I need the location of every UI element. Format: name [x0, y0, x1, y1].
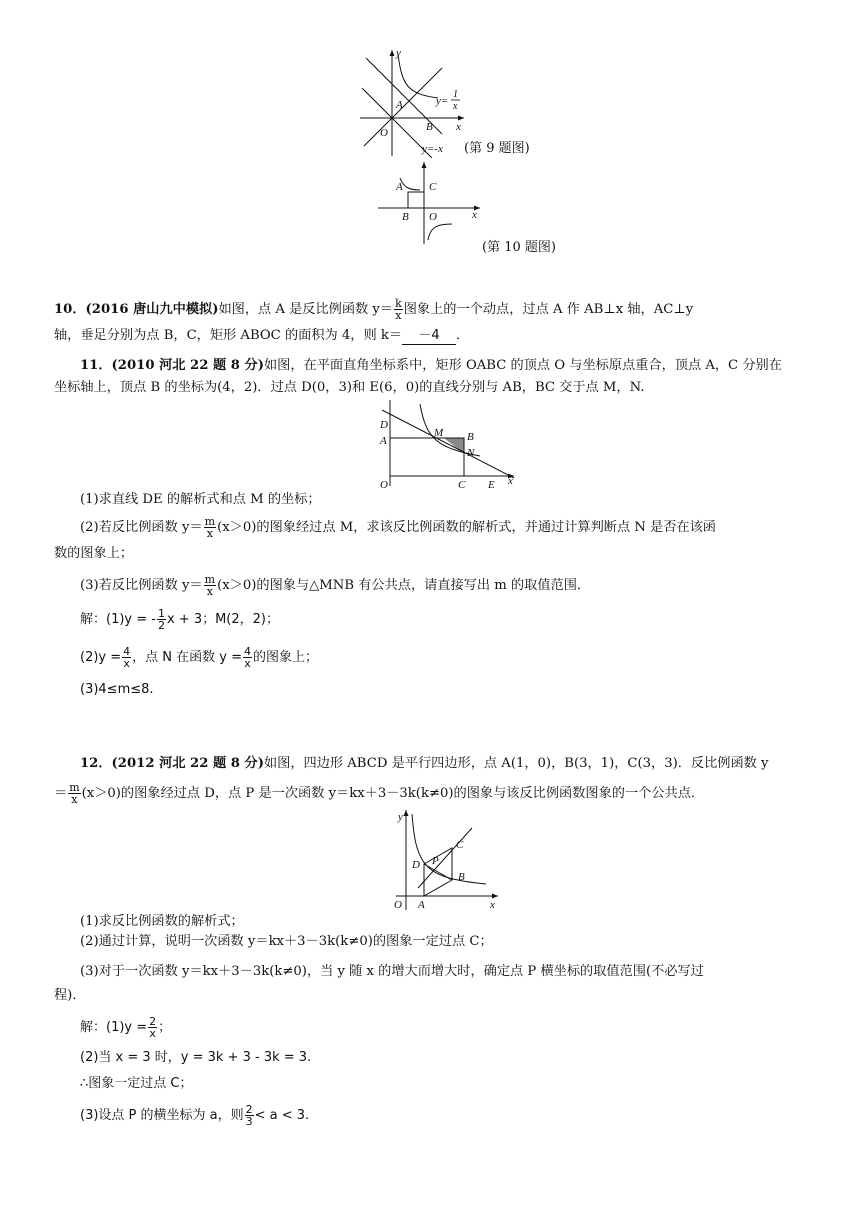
q10-line2-b: ．	[456, 328, 470, 343]
q10-text-a: 如图，点 A 是反比例函数 y＝	[218, 302, 394, 317]
fig9-curve-den: x	[453, 101, 458, 112]
fig10-a-label: A	[396, 181, 403, 193]
q12-line-1	[80, 754, 840, 774]
q11-p3-b: (x＞0)的图象与△MNB 有公共点，请直接写出 m 的取值范围．	[217, 578, 591, 593]
fig11-a-label: A	[380, 435, 387, 447]
q11-solution-2	[80, 646, 840, 669]
q10-answer-blank: －4	[402, 328, 456, 345]
figure-12	[386, 808, 506, 912]
q12-line2-b: (x＞0)的图象经过点 D，点 P 是一次函数 y＝kx＋3－3k(k≠0)的图象与该反比例函数图象的一个公共点．	[81, 786, 705, 801]
fig10-x-label: x	[472, 209, 477, 221]
q11-p3-num: m	[204, 573, 216, 586]
q11-p2-a: (2)若反比例函数 y＝	[80, 520, 203, 535]
q11-p3-fraction	[204, 574, 216, 597]
q11-text-a: 如图，在平面直角坐标系中，矩形 OABC 的顶点 O 与坐标原点重合，顶点 A，C 分别在	[263, 358, 782, 373]
figure-9-caption: (第 9 题图)	[464, 141, 530, 156]
q11-source: (2010 河北 22 题 8 分)	[111, 358, 264, 373]
q11-p2-den: x	[206, 527, 213, 540]
fig9-curve-num: 1	[453, 89, 458, 100]
q11-sol1-a: 解：(1)y = -	[80, 612, 156, 627]
q10-text-b: 图象上的一个动点，过点 A 作 AB⊥x 轴，AC⊥y	[403, 302, 694, 317]
fig11-b-label: B	[467, 431, 474, 443]
fig11-n-label: N	[467, 447, 475, 459]
fig9-y-label: y	[396, 47, 401, 59]
q12-sol4-den: 3	[245, 1115, 253, 1128]
q11-sol2-c: 的图象上；	[252, 650, 318, 665]
q10-line2-a: 轴，垂足分别为点 B，C，矩形 ABOC 的面积为 4，则 k＝	[54, 328, 403, 343]
q12-sol4-b: < a < 3.	[254, 1108, 310, 1123]
fig9-a-label: A	[396, 99, 403, 111]
q10-number: 10．	[54, 302, 86, 317]
q11-sol2-b: ，点 N 在函数 y =	[132, 650, 242, 665]
fig12-d-label: D	[412, 859, 420, 871]
q11-part-1: (1)求直线 DE 的解析式和点 M 的坐标；	[80, 492, 321, 507]
q11-sol2-den: x	[123, 657, 130, 670]
q11-solution-1	[80, 608, 840, 631]
q11-sol1-fraction	[157, 608, 166, 631]
fig11-c-label: C	[458, 479, 466, 490]
q11-solution-3: (3)4≤m≤8.	[80, 682, 154, 697]
q12-line2-den: x	[71, 793, 78, 806]
q12-source: (2012 河北 22 题 8 分)	[111, 756, 264, 771]
q11-p2-fraction	[204, 516, 216, 539]
q11-sol1-num: 1	[157, 607, 165, 620]
fig9-line-label: y=-x	[422, 143, 443, 155]
fig11-x-label: x	[508, 475, 513, 487]
q12-line2-a: ＝	[54, 786, 68, 801]
fig9-x-label: x	[456, 121, 461, 133]
q11-sol2-fraction-2	[243, 646, 252, 669]
q11-sol1-b: x + 3；M(2，2)；	[166, 612, 279, 627]
fig11-m-label: M	[434, 427, 444, 439]
q11-sol2-den2: x	[244, 657, 251, 670]
q11-p2-num: m	[204, 515, 216, 528]
q12-solution-3: ∴图象一定过点 C；	[80, 1076, 193, 1091]
figure-9	[352, 46, 472, 158]
q11-number: 11．	[80, 358, 112, 373]
q10-frac-den: x	[395, 309, 402, 322]
q11-line-2: 坐标轴上，顶点 B 的坐标为(4，2)．过点 D(0，3)和 E(6，0)的直线分别与 AB，BC 交于点 M，N.	[54, 380, 645, 395]
fig9-origin-label: O	[380, 127, 388, 139]
fig12-a-label: A	[418, 899, 425, 911]
q11-line-1	[80, 356, 840, 376]
q11-sol2-a: (2)y =	[80, 650, 122, 665]
fig12-y-label: y	[398, 811, 403, 823]
figure-10-caption: (第 10 题图)	[482, 240, 556, 255]
q10-source: (2016 唐山九中模拟)	[85, 302, 219, 317]
q12-part-1: (1)求反比例函数的解析式；	[80, 914, 244, 929]
fig12-p-label: P	[432, 855, 439, 867]
q12-sol4-fraction	[245, 1104, 254, 1127]
q12-solution-2: (2)当 x = 3 时，y = 3k + 3 - 3k = 3.	[80, 1050, 312, 1065]
q11-part-3	[80, 574, 840, 597]
q11-sol2-num: 4	[123, 645, 131, 658]
q11-sol2-fraction	[122, 646, 131, 669]
q10-frac-num: k	[395, 297, 402, 310]
fig12-x-label: x	[490, 899, 495, 911]
q12-line2-fraction	[68, 782, 80, 805]
q12-line-2	[54, 782, 814, 805]
q12-sol1-b: ；	[158, 1020, 172, 1035]
q11-p3-den: x	[206, 585, 213, 598]
fig11-d-label: D	[380, 419, 388, 431]
q11-part-2-line-2: 数的图象上；	[54, 546, 134, 561]
fig10-c-label: C	[429, 181, 437, 193]
fig9-curve-prefix: y=	[436, 95, 449, 107]
fig12-b-label: B	[458, 871, 465, 883]
q12-solution-1	[80, 1016, 840, 1039]
q12-text-a: 如图，四边形 ABCD 是平行四边形，点 A(1，0)，B(3，1)，C(3，3)．反比例函数 y	[263, 756, 769, 771]
q10-line-1	[54, 298, 814, 321]
fig12-o-label: O	[394, 899, 402, 911]
fig11-e-label: E	[488, 479, 495, 490]
q10-line-2	[54, 326, 814, 346]
q12-sol4-num: 2	[245, 1103, 253, 1116]
q11-p2-b: (x＞0)的图象经过点 M，求该反比例函数的解析式，并通过计算判断点 N 是否在该函	[217, 520, 716, 535]
figure-10	[376, 160, 486, 246]
q12-part-3-line-2: 程)．	[54, 988, 86, 1003]
q11-sol2-num2: 4	[243, 645, 251, 658]
fig10-o-label: O	[429, 211, 437, 223]
q11-p3-a: (3)若反比例函数 y＝	[80, 578, 203, 593]
fig11-o-label: O	[380, 479, 388, 490]
q12-sol4-a: (3)设点 P 的横坐标为 a，则	[80, 1108, 244, 1123]
q12-part-3: (3)对于一次函数 y＝kx＋3－3k(k≠0)，当 y 随 x 的增大而增大时，确定点 P 横坐标的取值范围(不必写过	[80, 964, 704, 979]
q12-line2-num: m	[69, 781, 80, 794]
fig9-b-label: B	[426, 121, 433, 133]
fig12-c-label: C	[456, 839, 464, 851]
q12-sol1-fraction	[148, 1016, 157, 1039]
q12-solution-4	[80, 1104, 840, 1127]
q11-sol1-den: 2	[157, 619, 165, 632]
q12-sol1-a: 解：(1)y =	[80, 1020, 148, 1035]
fig10-b-label: B	[402, 211, 409, 223]
q12-part-2: (2)通过计算，说明一次函数 y＝kx＋3－3k(k≠0)的图象一定过点 C；	[80, 934, 493, 949]
q10-fraction	[394, 298, 403, 321]
q12-sol1-den: x	[149, 1027, 156, 1040]
figure-11	[374, 398, 520, 490]
q11-part-2	[80, 516, 840, 539]
q12-number: 12．	[80, 756, 112, 771]
q12-sol1-num: 2	[149, 1015, 157, 1028]
